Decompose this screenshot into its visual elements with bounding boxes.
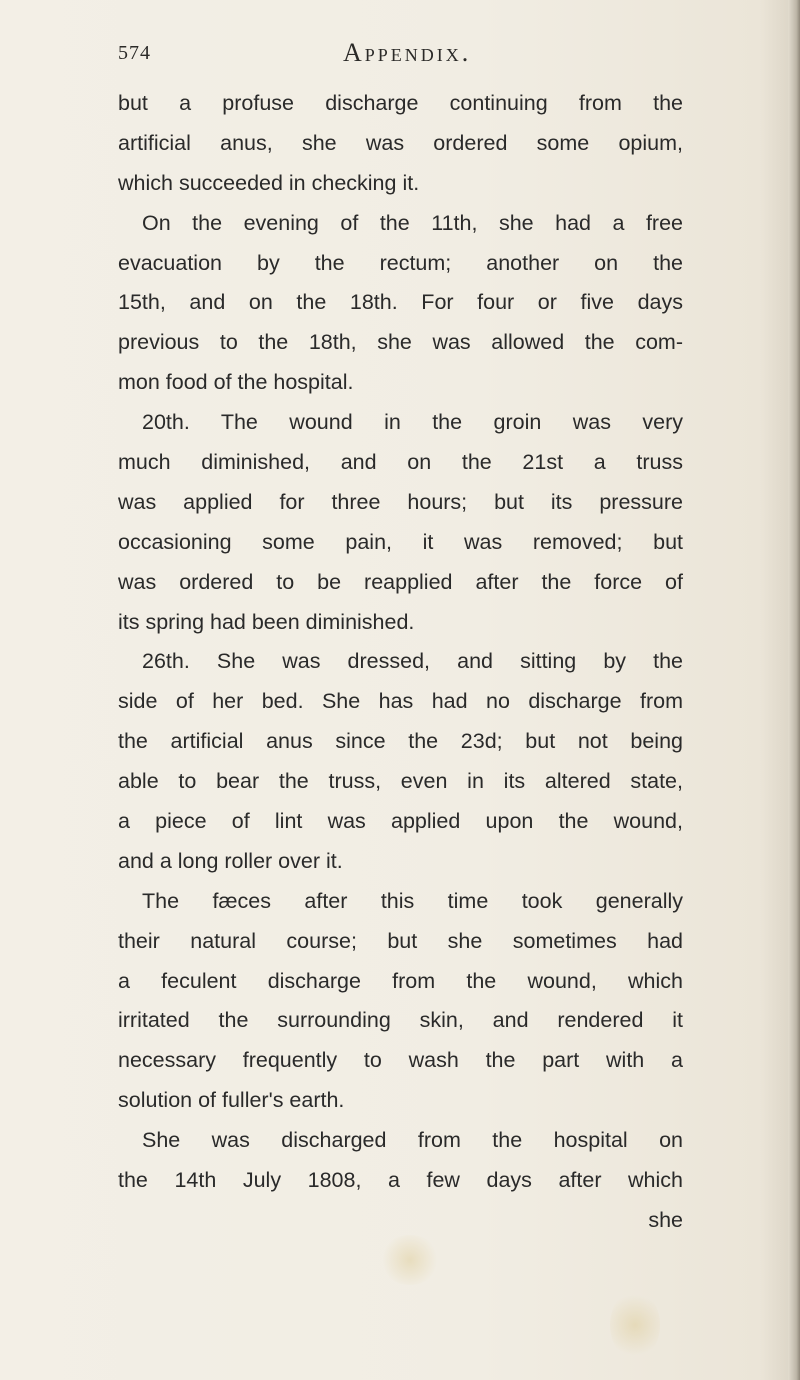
catchword: she <box>648 1207 683 1232</box>
text-line: a feculent discharge from the wound, which <box>118 968 683 993</box>
running-head: Appendix. <box>343 38 472 67</box>
text-line: but a profuse discharge continuing from the <box>118 91 683 115</box>
text-line: On the evening of the 11th, she had a free <box>142 210 683 235</box>
text-line: artificial anus, she was ordered some opium, <box>118 130 683 155</box>
text-line: The fæces after this time took generally <box>142 888 683 913</box>
text-line: 20th. The wound in the groin was very <box>142 410 683 435</box>
text-line: was applied for three hours; but its pressure <box>118 489 683 514</box>
body-text <box>118 84 683 1241</box>
text-line: their natural course; but she sometimes had <box>118 928 683 953</box>
text-line: She was discharged from the hospital on <box>142 1128 683 1153</box>
text-line: a piece of lint was applied upon the wound, <box>118 809 683 834</box>
text-line: was ordered to be reapplied after the force of <box>118 569 683 594</box>
text-line: necessary frequently to wash the part with a <box>118 1048 683 1073</box>
text-line: side of her bed. She has had no discharge from <box>118 689 683 714</box>
text-line: mon food of the hospital. <box>118 370 354 395</box>
text-line: solution of fuller's earth. <box>118 1088 345 1113</box>
text-line: 15th, and on the 18th. For four or five days <box>118 290 683 315</box>
text-line: evacuation by the rectum; another on the <box>118 250 683 275</box>
page-stain <box>610 1290 660 1360</box>
text-line: previous to the 18th, she was allowed the com- <box>118 330 683 355</box>
page-header <box>118 38 678 74</box>
text-line: 26th. She was dressed, and sitting by the <box>142 649 683 674</box>
page-number: 574 <box>118 42 151 64</box>
text-line: the artificial anus since the 23d; but not being <box>118 729 683 754</box>
text-line: and a long roller over it. <box>118 848 343 873</box>
text-line: the 14th July 1808, a few days after which <box>118 1168 683 1193</box>
text-line: much diminished, and on the 21st a truss <box>118 450 683 475</box>
text-line: able to bear the truss, even in its altered state, <box>118 769 683 794</box>
text-line: its spring had been diminished. <box>118 609 415 634</box>
text-line: occasioning some pain, it was removed; but <box>118 529 683 554</box>
page-edge <box>788 0 800 1380</box>
page-stain <box>380 1235 440 1285</box>
text-line: irritated the surrounding skin, and rendered it <box>118 1008 683 1033</box>
text-line: which succeeded in checking it. <box>118 170 420 195</box>
